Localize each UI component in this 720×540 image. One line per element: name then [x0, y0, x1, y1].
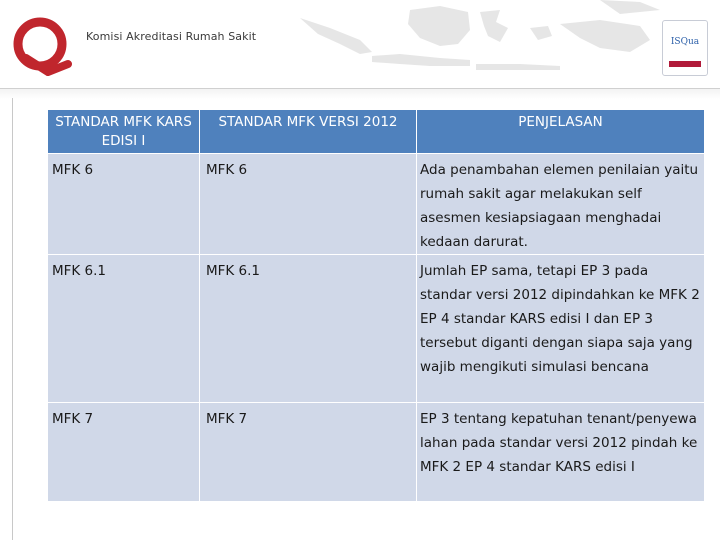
column-header-kars: STANDAR MFK KARS EDISI I — [48, 110, 200, 154]
margin-line — [12, 98, 13, 540]
header-divider — [0, 88, 720, 99]
isqua-badge — [669, 61, 701, 67]
page-header — [0, 0, 720, 88]
cell-penjelasan: Jumlah EP sama, tetapi EP 3 pada standar versi 2012 dipindahkan ke MFK 2 EP 4 standar KARS edisi I dan EP 3 tersebut diganti dengan siapa saja yang wajib mengikuti simulasi bencana — [417, 255, 705, 403]
table-row — [48, 403, 705, 501]
comparison-table — [48, 110, 705, 501]
isqua-label: ISQua — [670, 37, 700, 47]
column-header-penjelasan: PENJELASAN — [417, 110, 705, 154]
cell-penjelasan: EP 3 tentang kepatuhan tenant/penyewa lahan pada standar versi 2012 pindah ke MFK 2 EP 4 standar KARS edisi I — [417, 403, 705, 501]
cell-kars: MFK 7 — [48, 403, 200, 501]
column-header-versi: STANDAR MFK VERSI 2012 — [200, 110, 417, 154]
cell-penjelasan: Ada penambahan elemen penilaian yaitu rumah sakit agar melakukan self asesmen kesiapsiagaan menghadai kedaan darurat. — [417, 154, 705, 255]
cell-versi: MFK 6 — [200, 154, 417, 255]
cell-versi: MFK 6.1 — [200, 255, 417, 403]
cell-kars: MFK 6 — [48, 154, 200, 255]
cell-versi: MFK 7 — [200, 403, 417, 501]
indonesia-map-graphic — [0, 0, 720, 88]
isqua-logo — [662, 20, 708, 76]
table-row — [48, 255, 705, 403]
brand-name: Komisi Akreditasi Rumah Sakit — [86, 30, 257, 43]
kars-logo — [8, 14, 78, 76]
table-header-row — [48, 110, 705, 154]
table-row — [48, 154, 705, 255]
cell-kars: MFK 6.1 — [48, 255, 200, 403]
